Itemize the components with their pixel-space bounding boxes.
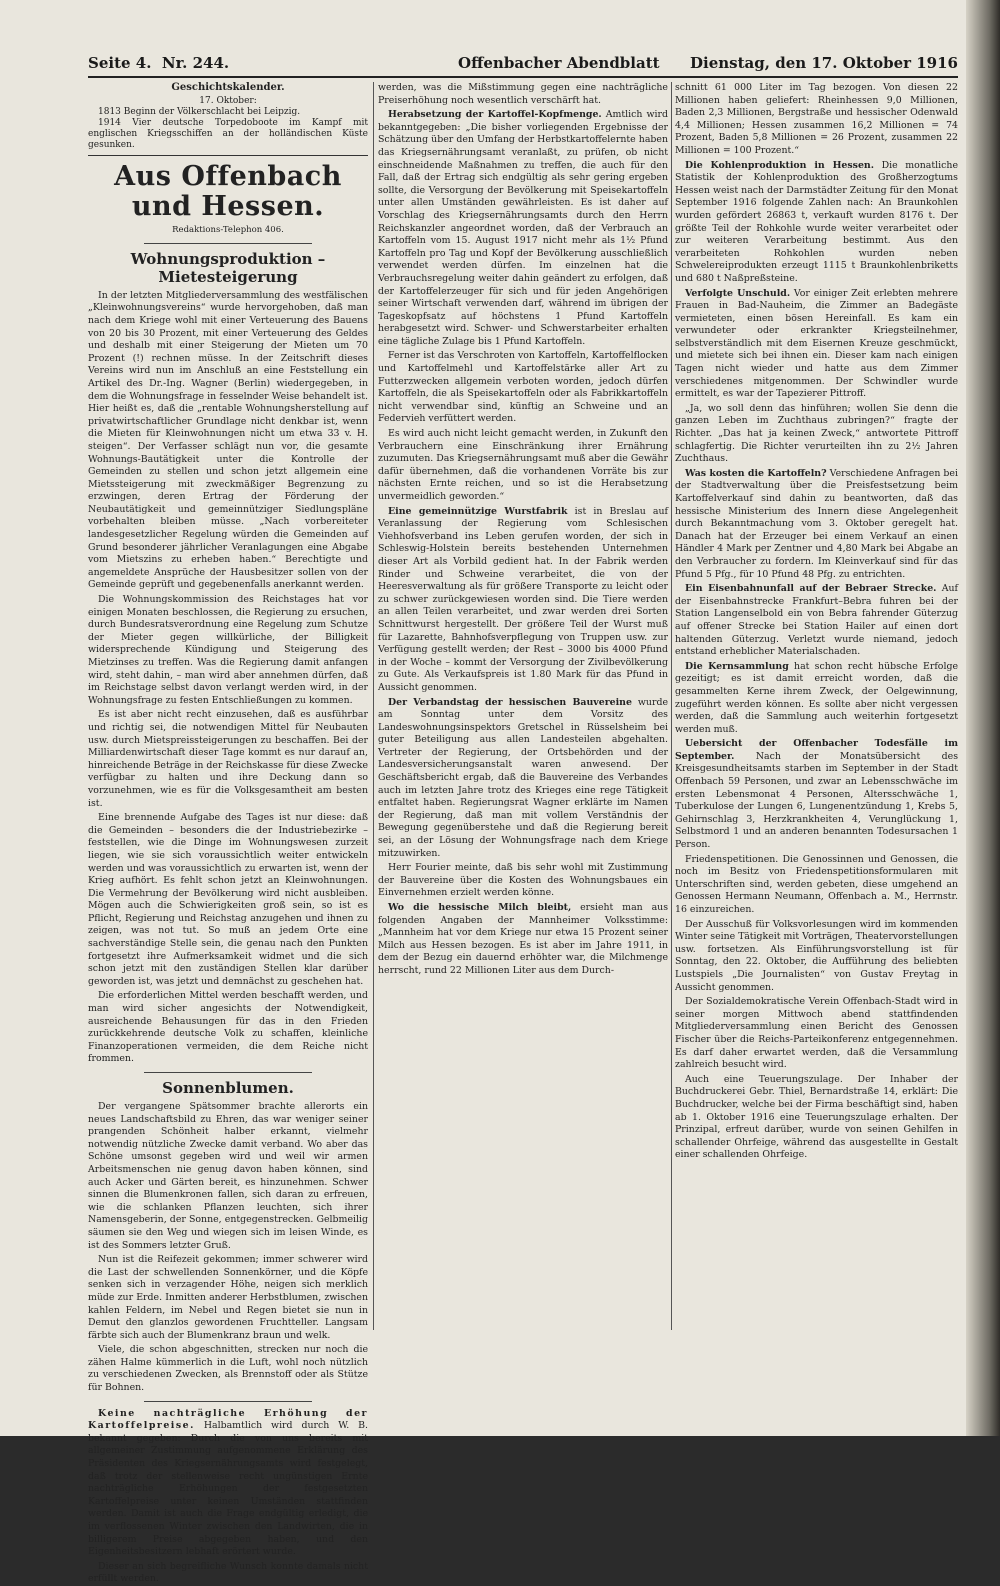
calendar-entry: 1914 Vier deutsche Torpedoboote im Kampf mit englischen Kriegsschiffen an der holländischen Küste gesunken. bbox=[88, 118, 368, 151]
notice-paragraph: Der Ausschuß für Volksvorlesungen wird im kommenden Winter seine Tätigkeit mit Vorträgen, Theatervorstellungen usw. fortsetzen. Als Einführungsvorstellung ist für Sonntag, den 22. Oktober, die Aufführung des beliebten Lustspiels „Die Journalisten“ von Gustav Freytag in Aussicht genommen. bbox=[675, 918, 959, 993]
article-title: Wohnungsproduktion – Mietesteigerung bbox=[130, 249, 326, 286]
notice-paragraph: Friedenspetitionen. Die Genossinnen und Genossen, die noch im Besitz von Friedenspetitionsformularen mit Unterschriften sind, werden gebeten, diese umgehend an Genossen Hermann Neumann, Offenbach a. M., Herrnstr. 16 einzureichen. bbox=[675, 853, 958, 915]
article-paragraph: „Ja, wo soll denn das hinführen; wollen Sie denn die ganzen Leben im Zuchthaus zubringen?“ fragte der Richter. „Das hat ja keinen Zweck,“ antwortete Pittroff schlagfertig. Die Richter verurteilten ihn zu 2½ Jahren Zuchthaus. bbox=[675, 402, 958, 465]
article-paragraph: ist in Breslau auf Veranlassung der Regierung vom Schlesischen Viehhofsverband ins Leben gerufen worden, der sich in Schleswig-Holstein bereits bestehenden Unternehmen dieser Art als Vorbild gedient hat. In der Fabrik werden Rinder und Schweine verarbeitet, die von der Heeresverwaltung als für größere Transporte zu leicht oder zu schwer zurückgewiesen worden sind. Die Tiere werden an allen Teilen verarbeitet, und zwar werden drei Sorten Schnittwurst hergestellt. Der größere Teil der Wurst muß für Lazarette, Bahnhofsverpflegung von Truppen usw. zur Verfügung gestellt werden; der Rest – 3000 bis 4000 Pfund in der Woche – kommt der Versorgung der Zivilbevölkerung zu Gute. Als Verkaufspreis ist 1.80 Mark für das Pfund in Aussicht genommen. bbox=[378, 505, 668, 693]
issue-date: Dienstag, den 17. Oktober 1916 bbox=[690, 54, 958, 72]
page-edge-shadow bbox=[966, 0, 1000, 1436]
article-title: Die Kernsammlung bbox=[685, 660, 789, 672]
article-title: Eine gemeinnützige Wurstfabrik bbox=[388, 505, 568, 517]
article-title: Wo die hessische Milch bleibt, bbox=[388, 902, 572, 913]
article-paragraph: Herr Fourier meinte, daß bis sehr wohl mit Zustimmung der Bauvereine über die Kosten des Wohnungsbaues ein Einvernehmen erzielt werden könne. bbox=[378, 862, 668, 899]
article-title: Verfolgte Unschuld. bbox=[685, 287, 791, 299]
article-title: Herabsetzung der Kartoffel-Kopfmenge. bbox=[388, 109, 602, 121]
column-1 bbox=[88, 82, 368, 1585]
article-paragraph: Es ist aber nicht recht einzusehen, daß es ausführbar und richtig sei, die notwendigen Mittel für Neubauten usw. durch Mietspreissteigerungen zu beschaffen. Bei der Milliardenwirtschaft dieser Tage kommt es nur darauf an, hinreichende Beträge in der Reichskasse für diese Zwecke verfügbar zu halten und ihre Deckung dann so vorzunehmen, wie es für die Volksgesamtheit am besten ist. bbox=[88, 709, 368, 809]
notice-paragraph: Der Sozialdemokratische Verein Offenbach-Stadt wird in seiner morgen Mittwoch abend stattfindenden Mitgliederversammlung einen Bericht des Genossen Fischer über die Reichs-Parteikonferenz entgegennehmen. Es darf daher erwartet werden, daß die Versammlung zahlreich besucht wird. bbox=[675, 996, 958, 1071]
column-divider bbox=[671, 82, 672, 1330]
article-paragraph: Dieser an sich begreifliche Wunsch konnte damals nicht erfüllt werden. bbox=[88, 1560, 368, 1585]
article-title: Die Kohlenproduktion in Hessen. bbox=[685, 159, 874, 171]
divider bbox=[144, 1072, 312, 1073]
article-paragraph: Nach der Monatsübersicht des Kreisgesundheitsamts starben im September in der Stadt Offenbach 59 Personen, und zwar an Lebensschwäche im ersten Lebensmonat 4 Personen, Altersschwäche 1, Tuberkulose der Lungen 6, Lungenentzündung 1, Krebs 5, Gehirnschlag 3, Herzkrankheiten 4, Verunglückung 1, Selbstmord 1 und an anderen benannten Todesursachen 1 Person. bbox=[675, 750, 959, 851]
article-paragraph: wurde am Sonntag unter dem Vorsitz des Landeswohnungsinspektors Gretschel in Rüsselsheim bei guter Beteiligung aus allen Landesteilen abgehalten. Vertreter der Regierung, der Ortsbehörden und der Landesversicherungsanstalt waren anwesend. Der Geschäftsbericht ergab, daß die Bauvereine des Verbandes auch im letzten Jahre trotz des Krieges eine rege Tätigkeit entfaltet haben. Regierungsrat Wagner erklärte im Namen der Regierung, daß man mit vollem Verständnis der Bewegung gegenüberstehe und daß die Regierung bereit sei, an der Lösung der Wohnungsfrage nach dem Kriege mitzuwirken. bbox=[378, 696, 668, 859]
article-paragraph: Viele, die schon abgeschnitten, strecken nur noch die zähen Halme kümmerlich in die Luft, wohl noch nützlich zu verschiedenen Zwecken, als Brennstoff oder als Stütze für Bohnen. bbox=[88, 1344, 368, 1394]
article-title: Was kosten die Kartoffeln? bbox=[685, 467, 827, 479]
article-paragraph: Verschiedene Anfragen bei der Stadtverwaltung über die Preisfestsetzung beim Kartoffelverkauf sind dahin zu beantworten, daß das hessische Ministerium des Innern diese Angelegenheit durch Bekanntmachung vom 3. Oktober geregelt hat. Danach hat der Erzeuger bei einem Verkauf an einen Händler 4 Mark per Zentner und 4,80 Mark bei Abgabe an den Verbraucher zu fordern. Im Kleinverkauf sind für das Pfund 5 Pfg., für 10 Pfund 48 Pfg. zu entrichten. bbox=[675, 467, 958, 580]
article-paragraph: Halbamtlich wird durch W. B. bekannt gegeben: Durch die von uns bereits mit allgemeiner Zustimmung aufgenommene Erklärung des Präsidenten des Kriegsernährungsamts wird festgelegt, daß trotz der stellenweise recht ungünstigen Ernte nachträgliche Erhöhungen der festgesetzten Kartoffelpreise unter keinen Umständen stattfinden werden. Damit ist auch die Frage endgültig erledigt, die im verflossenen Winter zwischen den Landwirten, die in billigerem Preise abgegeben haben, und den Eigenheitsbesitzern lebhaft erörtert wurde. bbox=[88, 1420, 368, 1558]
header-rule bbox=[88, 76, 958, 78]
article-title: Sonnenblumen. bbox=[162, 1079, 294, 1097]
article-paragraph: Nun ist die Reifezeit gekommen; immer schwerer wird die Last der schwellenden Sonnenkörner, und die Köpfe senken sich in verzagender Höhe, neigen sich merklich müde zur Erde. Inmitten anderer Herbstblumen, zwischen kahlen Feldern, im Nebel und Regen bietet sie nun in Demut den glanzlos gewordenen Fruchtteller. Langsam färbte sich auch der Blumenkranz braun und welk. bbox=[88, 1254, 368, 1341]
article-title: Der Verbandstag der hessischen Bauvereine bbox=[388, 696, 632, 708]
editorial-phone: Redaktions-Telephon 406. bbox=[172, 225, 284, 236]
newspaper-name: Offenbacher Abendblatt bbox=[458, 54, 660, 72]
page-number: Seite 4. Nr. 244. bbox=[88, 54, 230, 72]
article-paragraph: Der vergangene Spätsommer brachte allerorts ein neues Landschaftsbild zu Ehren, das war weniger seiner prangenden Schönheit halber erkannt, vielmehr notwendig nützliche Zwecke damit verband. Wo aber das Schöne umsonst gegeben wird und weil wir armen Arbeitsmenschen nie genug davon haben können, sind auch Acker und Gärten bereit, es hinzunehmen. Schwer sinnen die Blumenkronen fallen, sich daran zu erfreuen, wie die schlanken Pflanzen leuchten, sich ihrer Namensgeberin, der Sonne, entgegenstrecken. Gelbmeilig säumen sie den Weg und wiegen sich im leisen Winde, es ist des Sommers letzter Gruß. bbox=[88, 1101, 368, 1251]
article-title: Uebersicht der Offenbacher Todesfälle im September. bbox=[675, 738, 958, 762]
article-paragraph: Es wird auch nicht leicht gemacht werden, in Zukunft den Verbrauchern eine Einschränkung ihrer Ernährung zuzumuten. Das Kriegsernährungsamt muß aber die Gewähr dafür übernehmen, daß die vorhandenen Vorräte bis zur nächsten Ernte reichen, und so ist die Herabsetzung unvermeidlich geworden.“ bbox=[378, 428, 668, 502]
article-continuation: werden, was die Mißstimmung gegen eine nachträgliche Preiserhöhung noch wesentlich verschärft hat. bbox=[378, 82, 668, 106]
divider bbox=[144, 1401, 312, 1402]
article-paragraph: ersieht man aus folgenden Angaben der Mannheimer Volksstimme: „Mannheim hat vor dem Kriege nur etwa 15 Prozent seiner Milch aus Hessen bezogen. Es ist aber im Jahre 1911, in dem der Bezug ein dauernd erhöhter war, die Milchmenge herrscht, rund 22 Millionen Liter aus dem Durch- bbox=[378, 902, 669, 976]
divider bbox=[144, 243, 312, 244]
article-continuation: schnitt 61 000 Liter im Tag bezogen. Von diesen 22 Millionen haben geliefert: Rheinhessen 9,0 Millionen, Baden 2,3 Millionen, Bergstraße und hessischer Odenwald 4,4 Millionen; Hessen zusammen 16,2 Millionen = 74 Prozent, Baden 5,8 Millionen = 26 Prozent, zusammen 22 Millionen = 100 Prozent.“ bbox=[675, 82, 958, 156]
article-paragraph: Die monatliche Statistik der Kohlenproduktion des Großherzogtums Hessen weist nach der Darmstädter Zeitung für den Monat September 1916 folgende Zahlen nach: An Braunkohlen wurden gefördert 26863 t, verkauft wurden 8176 t. Der größte Teil der Rohkohle wurde weiter verarbeitet oder zur weiteren Verarbeitung bestimmt. Aus den verarbeiteten Rohkohlen wurden neben Schwelereiprodukten erzeugt 1115 t Braunkohlenbriketts und 680 t Naßpreßsteine. bbox=[675, 159, 959, 284]
calendar-title: Geschichtskalender. bbox=[171, 82, 285, 93]
column-2 bbox=[378, 82, 668, 1328]
article-paragraph: In der letzten Mitgliederversammlung des westfälischen „Kleinwohnungsvereins“ wurde hervorgehoben, daß man nach dem Kriege wohl mit einer Verteuerung des Bauens von 20 bis 30 Prozent, mit einer Verteuerung des Geldes und deshalb mit einer Steigerung der Mieten um 70 Prozent (!) rechnen müsse. In der Zeitschrift dieses Vereins wird nun im Anschluß an eine Feststellung ein Artikel des Dr.-Ing. Wagner (Berlin) wiedergegeben, in dem die Wohnungsfrage in fesselnder Weise behandelt ist. Hier heißt es, daß die „rentable Wohnungsherstellung auf privatwirtschaftlicher Grundlage nicht denkbar ist, wenn die Mieten für Kleinwohnungen nicht um etwa 33 v. H. steigen“. Der Verfasser schlägt nun vor, die gesamte Wohnungs-Bautätigkeit unter die Kontrolle der Gemeinden zu stellen und schon jetzt allgemein eine Mietssteigerung mit zweckmäßiger Begrenzung zu erzwingen, deren Ertrag der Förderung der Neubautätigkeit und gemeinnütziger Siedlungspläne vorbehalten bleiben müsse. „Nach vorbereiteter landesgesetzlicher Regelung würden die Gemeinden auf Grund besonderer jährlicher Veranlagungen eine Abgabe vom Mietszins zu erheben haben.“ Berechtigte und angemeldete Ansprüche der Hausbesitzer sollen von der Gemeinde geprüft und gegebenenfalls anerkannt werden. bbox=[88, 289, 368, 591]
page-header bbox=[88, 54, 958, 76]
article-paragraph: Die Wohnungskommission des Reichstages hat vor einigen Monaten beschlossen, die Regierung zu ersuchen, durch Bundesratsverordnung eine Regelung zum Schutze der Mieter gegen willkürliche, der Billigkeit widersprechende Kündigung und Steigerung des Mietzinses zu treffen. Was die Regierung damit anfangen wird, steht dahin, – man wird aber annehmen dürfen, daß im Reichstage selbst davon verlangt werden wird, in der Wohnungsfrage zu festen Entschließungen zu kommen. bbox=[88, 594, 368, 706]
issue-number: Nr. 244. bbox=[161, 54, 230, 72]
article-paragraph: Amtlich wird bekanntgegeben: „Die bisher vorliegenden Ergebnisse der Schätzung über den Umfang der Herbstkartoffelernte haben das Kriegsernährungsamt veranlaßt, zu prüfen, ob nicht einschneidende Maßnahmen zu treffen, die auch für den Fall, daß der Ertrag sich endgültig als sehr gering ergeben sollte, die Versorgung der Bevölkerung mit Speisekartoffeln unter allen Umständen gewährleisten. Es ist daher auf Vorschlag des Kriegsernährungsamts durch den Herrn Reichskanzler angeordnet worden, daß der Verbrauch an Kartoffeln vom 15. August 1917 nicht mehr als 1½ Pfund Kartoffeln pro Tag und Kopf der Bevölkerung ausschließlich verwendet werden dürfen. Im einzelnen hat die Verbrauchsregelung weiter dahin geändert zu erfolgen, daß der Kartoffelerzeuger für sich und für jeden Angehörigen seiner Wirtschaft verwenden darf, während im übrigen der Tageskopfsatz auf höchstens 1 Pfund Kartoffeln herabgesetzt wird. Schwer- und Schwerstarbeiter erhalten eine tägliche Zulage bis 1 Pfund Kartoffeln. bbox=[378, 109, 669, 347]
article-paragraph: Vor einiger Zeit erlebten mehrere Frauen in Bad-Nauheim, die Zimmer an Badegäste vermieteten, einen bösen Hereinfall. Es kam ein verwundeter oder erkrankter Kriegsteilnehmer, selbstverständlich mit dem Eisernen Kreuze geschmückt, und mietete sich bei ihnen ein. Dieser kam nach einigen Tagen nicht wieder und hatte aus dem Zimmer verschiedenes mitgenommen. Der Schwindler wurde ermittelt, es war der Tapezierer Pittroff. bbox=[675, 287, 958, 400]
calendar-date: 17. Oktober: bbox=[199, 95, 257, 106]
column-3 bbox=[675, 82, 958, 1328]
article-paragraph: Ferner ist das Verschroten von Kartoffeln, Kartoffelflocken und Kartoffelmehl und Kartoffelstärke aller Art zu Futterzwecken allgemein verboten worden, jedoch dürfen Kartoffeln, die als Speisekartoffeln oder als Fabrikkartoffeln nicht verwendbar sind, künftig an Schweine und an Federvieh verfüttert werden. bbox=[378, 350, 668, 425]
article-title: Ein Eisenbahnunfall auf der Bebraer Strecke. bbox=[685, 583, 937, 595]
article-title: Keine nachträgliche Erhöhung der Kartoffelpreise. bbox=[88, 1407, 368, 1432]
history-calendar bbox=[88, 82, 368, 156]
article-paragraph: hat schon recht hübsche Erfolge gezeitigt; es ist damit erreicht worden, daß die gesammelten Kerne ihrem Zweck, der Oelgewinnung, zugeführt werden können. Es sollte aber nicht vergessen werden, daß die Sammlung auch weiterhin fortgesetzt werden muß. bbox=[675, 660, 958, 735]
article-paragraph: Eine brennende Aufgabe des Tages ist nur diese: daß die Gemeinden – besonders die der Industriebezirke – feststellen, wie die Dinge im Wohnungswesen zurzeit liegen, wie sie sich voraussichtlich weiter entwickeln werden und was voraussichtlich zu erwarten ist, wenn der Krieg aufhört. Es fehlt schon jetzt an Kleinwohnungen. Die Vermehrung der Bevölkerung wird nicht ausbleiben. Mögen auch die Schwierigkeiten groß sein, so ist es Pflicht, Regierung und Reichstag anzugehen und ihnen zu zeigen, was not tut. So muß an jedem Orte eine sachverständige Stelle sein, die genau nach den Punkten fortgesetzt ihre Aufmerksamkeit widmet und die sich schon jetzt mit den zuständigen Stellen klar darüber geworden ist, was jetzt und demnächst zu geschehen hat. bbox=[88, 812, 368, 987]
article-paragraph: Auf der Eisenbahnstrecke Frankfurt–Bebra fuhren bei der Station Langenselbold ein von Bebra fahrender Güterzug auf offener Strecke bei Station Hailer auf einen dort haltenden Güterzug. Verletzt wurde niemand, jedoch entstand erheblicher Materialschaden. bbox=[675, 583, 959, 658]
column-divider bbox=[373, 82, 374, 1330]
notice-paragraph: Auch eine Teuerungszulage. Der Inhaber der Buchdruckerei Gebr. Thiel, Bernardstraße 14, erklärt: Die Buchdrucker, welche bei der Firma beschäftigt sind, haben ab 1. Oktober 1916 eine Teuerungszulage erhalten. Der Prinzipal, erfreut darüber, wurde von seinen Gehilfen in schallender Ohrfeige, während das ausgestellte in Gestalt einer schallenden Ohrfeige. bbox=[675, 1073, 958, 1161]
article-paragraph: Die erforderlichen Mittel werden beschafft werden, und man wird sicher angesichts der Notwendigkeit, ausreichende Behausungen für das in den Frieden zurückkehrende deutsche Volk zu schaffen, kleinliche Finanzoperationen vermeiden, die dem Reiche nicht frommen. bbox=[88, 990, 368, 1065]
section-title: Aus Offenbach und Hessen. bbox=[114, 161, 342, 223]
calendar-entry: 1813 Beginn der Völkerschlacht bei Leipzig. bbox=[98, 107, 301, 118]
